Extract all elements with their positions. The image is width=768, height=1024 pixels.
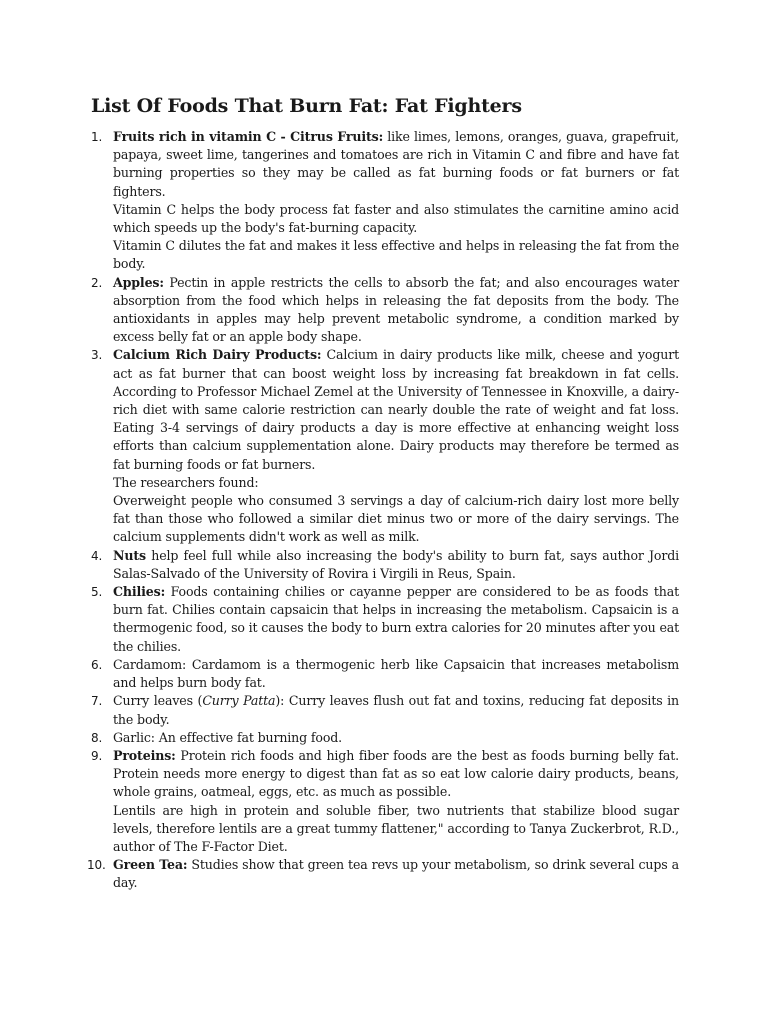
- item-paragraph: [113, 547, 679, 583]
- item-term: Apples:: [113, 274, 164, 290]
- list-item-curry-leaves: [87, 692, 679, 728]
- item-paragraph: Vitamin C helps the body process fat faster and also stimulates the carnitine amino acid which speeds up the body's fat-burning capacity.: [113, 201, 679, 236]
- item-text: Calcium in dairy products like milk, cheese and yogurt act as fat burner that can boost weight loss by increasing fat breakdown in fat cells. According to Professor Michael Zemel at the University of Tennessee in Knoxville, a dairy-rich diet with same calorie restriction can nearly double the rate of weight and fat loss. Eating 3-4 servings of dairy products a day is more effective at enhancing weight loss efforts than calcium supplementation alone. Dairy products may therefore be termed as fat burning foods or fat burners.: [113, 347, 679, 472]
- list-item-vitamin-c: [87, 128, 679, 274]
- item-term: Chilies:: [113, 584, 166, 600]
- list-item-dairy: [87, 346, 679, 546]
- item-paragraph: [113, 274, 679, 347]
- item-number: 8.: [91, 730, 103, 745]
- item-text: ): Curry leaves flush out fat and toxins, reducing fat deposits in the body.: [113, 693, 680, 727]
- item-paragraph: [113, 856, 679, 892]
- item-number: 2.: [91, 275, 103, 290]
- item-term: Fruits rich in vitamin C - Citrus Fruits:: [113, 129, 384, 144]
- item-text: Pectin in apple restricts the cells to absorb the fat; and also encourages water absorption from the food which helps in releasing the fat deposits from the body. The antioxidants in apples may help prevent metabolic syndrome, a condition marked by excess belly fat or an apple body shape.: [113, 274, 679, 345]
- food-list: [87, 128, 679, 893]
- item-number: 6.: [91, 657, 103, 672]
- item-paragraph: [113, 692, 679, 728]
- item-term: Proteins:: [113, 747, 176, 763]
- item-number: 3.: [91, 348, 103, 363]
- item-italic-term: Curry Patta: [202, 693, 276, 709]
- item-paragraph: [113, 583, 679, 656]
- item-paragraph: Cardamom: Cardamom is a thermogenic herb like Capsaicin that increases metabolism and helps burn body fat.: [113, 656, 679, 691]
- item-term: Nuts: [113, 547, 146, 563]
- item-paragraph: Vitamin C dilutes the fat and makes it less effective and helps in releasing the fat from the body.: [113, 238, 679, 272]
- item-text: Studies show that green tea revs up your metabolism, so drink several cups a day.: [113, 857, 679, 891]
- list-item-green-tea: [87, 856, 679, 892]
- list-item-apples: [87, 274, 679, 347]
- page-title: List Of Foods That Burn Fat: Fat Fighters: [91, 95, 522, 117]
- list-item-chilies: [87, 583, 679, 656]
- item-text: like limes, lemons, oranges, guava, grapefruit, papaya, sweet lime, tangerines and tomatoes are rich in Vitamin C and fibre and have fat burning properties so they may be called as fat burning foods or fat burners or fat fighters.: [113, 129, 679, 199]
- list-item-proteins: [87, 747, 679, 856]
- item-number: 1.: [91, 130, 103, 144]
- item-number: 10.: [87, 858, 106, 873]
- item-paragraph: Overweight people who consumed 3 servings a day of calcium-rich dairy lost more belly fat than those who followed a similar diet minus two or more of the dairy servings. The calcium supplements didn't work as well as milk.: [113, 493, 679, 545]
- list-item-cardamom: [87, 656, 679, 692]
- item-paragraph: [113, 128, 679, 201]
- item-term: Calcium Rich Dairy Products:: [113, 347, 322, 363]
- item-number: 5.: [91, 585, 103, 600]
- item-number: 7.: [91, 694, 103, 709]
- item-number: 9.: [91, 748, 103, 763]
- item-paragraph: Lentils are high in protein and soluble fiber, two nutrients that stabilize blood sugar levels, therefore lentils are a great tummy flattener," according to Tanya Zuckerbrot, R.D., author of The F-Factor Diet.: [113, 802, 679, 854]
- item-term: Green Tea:: [113, 857, 188, 873]
- item-text: Foods containing chilies or cayanne pepper are considered to be as foods that burn fat. Chilies contain capsaicin that helps in increasing the metabolism. Capsaicin is a thermogenic food, so it causes the body to burn extra calories for 20 minutes after you eat the chilies.: [113, 584, 680, 654]
- item-paragraph: [113, 747, 679, 802]
- item-text: Protein rich foods and high fiber foods are the best as foods burning belly fat. Protein needs more energy to digest than fat as so eat low calorie dairy products, beans, whole grains, oatmeal, eggs, etc. as much as possible.: [113, 747, 679, 800]
- item-paragraph: Garlic: An effective fat burning food.: [113, 729, 343, 745]
- item-paragraph: [113, 346, 679, 473]
- item-paragraph: The researchers found:: [113, 474, 259, 490]
- item-number: 4.: [91, 548, 103, 563]
- item-text: Curry leaves (: [113, 693, 203, 709]
- list-item-garlic: [87, 729, 679, 747]
- item-text: help feel full while also increasing the body's ability to burn fat, says author Jordi Salas-Salvado of the University of Rovira i Virgili in Reus, Spain.: [113, 547, 679, 581]
- list-item-nuts: [87, 547, 679, 583]
